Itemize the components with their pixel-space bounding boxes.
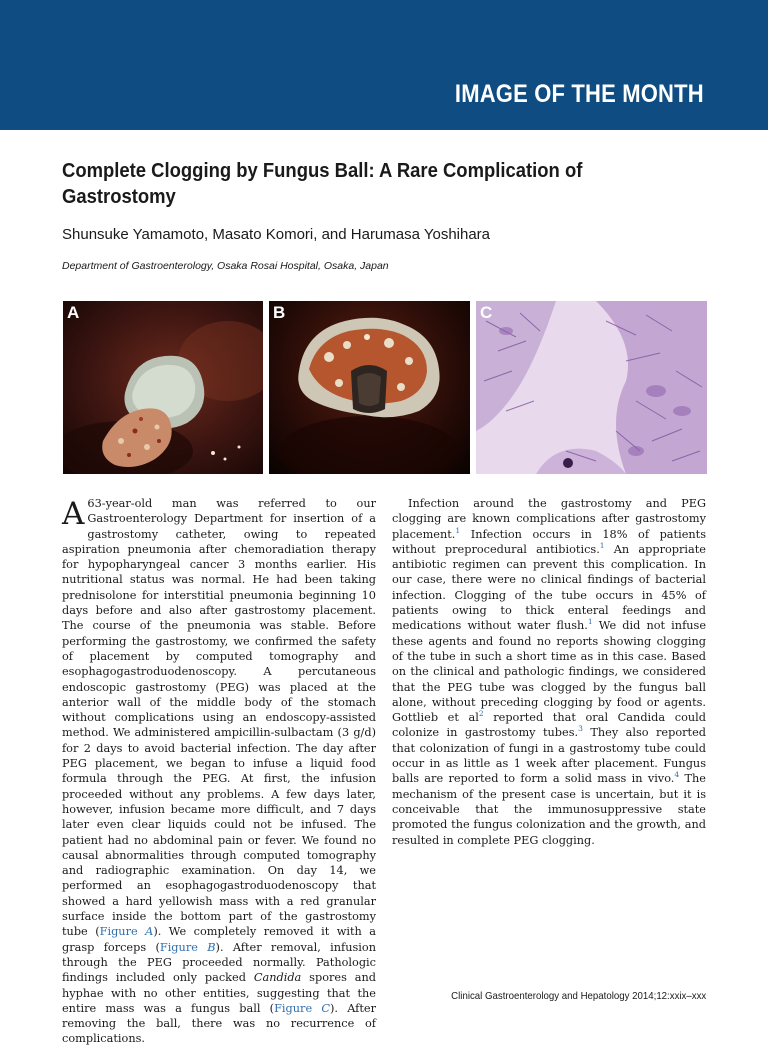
body-paragraph-2: Infection around the gastrostomy and PEG clogging are known complications after gastrostomy placement.$^1$ Infection occurs in 18% of patients without preprocedural antibiotics.$^1$ An appropriate antibiotic regimen can prevent this complication. In our case, there were no clinical findings of bacterial infection. Clogging of the tube occurs in 45% of patients owing to thick enteral feedings and medications without water flush.$^1$ We did not infuse these agents and found no reports showing clogging of the tube in such a short time as in this case. Based on the clinical and pathologic findings, we considered that the PEG tube was clogged by the fungus ball alone, without preceding clogging by food or agents. Gottlieb et al$^2$ reported that oral Candida could colonize in gastrostomy tubes.$^3$ They also reported that colonization of fungi in a gastrostomy tube could occur in as little as 1 week after placement. Fungus balls are reported to form a solid mass in vivo.$^4$ The mechanism of the present case is uncertain, but it is conceivable that the immunosuppressive state promoted the fungus colonization and the growth, and resulted in complete PEG clogging. [392, 497, 707, 847]
figure-panel-c [476, 301, 707, 474]
figure-c-link[interactable]: Figure C [274, 1001, 331, 1015]
reference-1-link[interactable]: 1 [455, 525, 461, 535]
figure-a-link[interactable]: Figure A [99, 925, 154, 939]
panel-label-c: C [480, 303, 493, 322]
body-paragraph-1: A 63-year-old man was referred to our Gastroenterology Department for insertion of a gastrostomy catheter, owing to repeated aspiration pneumonia after chemoradiation therapy for hypopharyngeal cancer 3 months earlier. His nutritional status was normal. He had been taking prednisolone for interstitial pneumonia beginning 10 days before and also after gastrostomy placement. The course of the pneumonia was stable. Before performing the gastrostomy, we confirmed the safety of placement by computed tomography and esophagogastroduodenoscopy. A percutaneous endoscopic gastrostomy (PEG) was placed at the anterior wall of the middle body of the stomach without complications using an endoscopy-assisted method. We administered ampicillin-sulbactam (3 g/d) for 2 days to avoid bacterial infection. The day after PEG placement, we began to infuse a liquid food formula through the PEG. At first, the infusion proceeded without any problems. A few days later, however, infusion became more difficult, and 7 days later even clear liquids could not be infused. The patient had no abdominal pain or fever. We found no causal abnormalities through computed tomography and radiographic examination. On day 14, we performed an esophagogastroduodenoscopy that showed a hard yellowish mass with a red granular surface inside the bottom part of the gastrostomy tube (Figure A). We completely removed it with a grasp forceps (Figure B). After removal, infusion through the PEG proceeded normally. Pathologic findings included only packed Candida spores and hyphae with no other entities, suggesting that the entire mass was a fungus ball (Figure C). After removing the ball, there was no recurrence of complications. [62, 496, 377, 1046]
figure-panel-b [269, 301, 470, 474]
body-column-left [62, 496, 376, 1047]
drop-cap: A [62, 496, 85, 532]
body-column-right [392, 496, 706, 848]
article-authors: Shunsuke Yamamoto, Masato Komori, and Harumasa Yoshihara [62, 226, 491, 243]
article-affiliation: Department of Gastroenterology, Osaka Rosai Hospital, Osaka, Japan [62, 260, 389, 272]
article-title: Complete Clogging by Fungus Ball: A Rare Complication of Gastrostomy [62, 159, 583, 208]
reference-1-link[interactable]: 1 [587, 617, 593, 627]
histology-hyphae-icon [476, 301, 707, 474]
reference-1-link[interactable]: 1 [599, 541, 605, 551]
journal-citation: Clinical Gastroenterology and Hepatology 2014;12:xxix–xxx [450, 990, 706, 1002]
figure-b-link[interactable]: Figure B [159, 940, 216, 954]
figure-panel-a [63, 301, 263, 474]
endoscopy-removed-ball-icon [269, 301, 470, 474]
reference-2-link[interactable]: 2 [478, 709, 484, 719]
reference-3-link[interactable]: 3 [578, 724, 583, 734]
panel-label-b: B [273, 303, 286, 322]
journal-banner [0, 0, 768, 130]
panel-label-a: A [67, 303, 80, 322]
endoscopy-mass-icon [63, 301, 263, 474]
reference-4-link[interactable]: 4 [674, 770, 680, 780]
section-title: IMAGE OF THE MONTH [455, 80, 704, 108]
